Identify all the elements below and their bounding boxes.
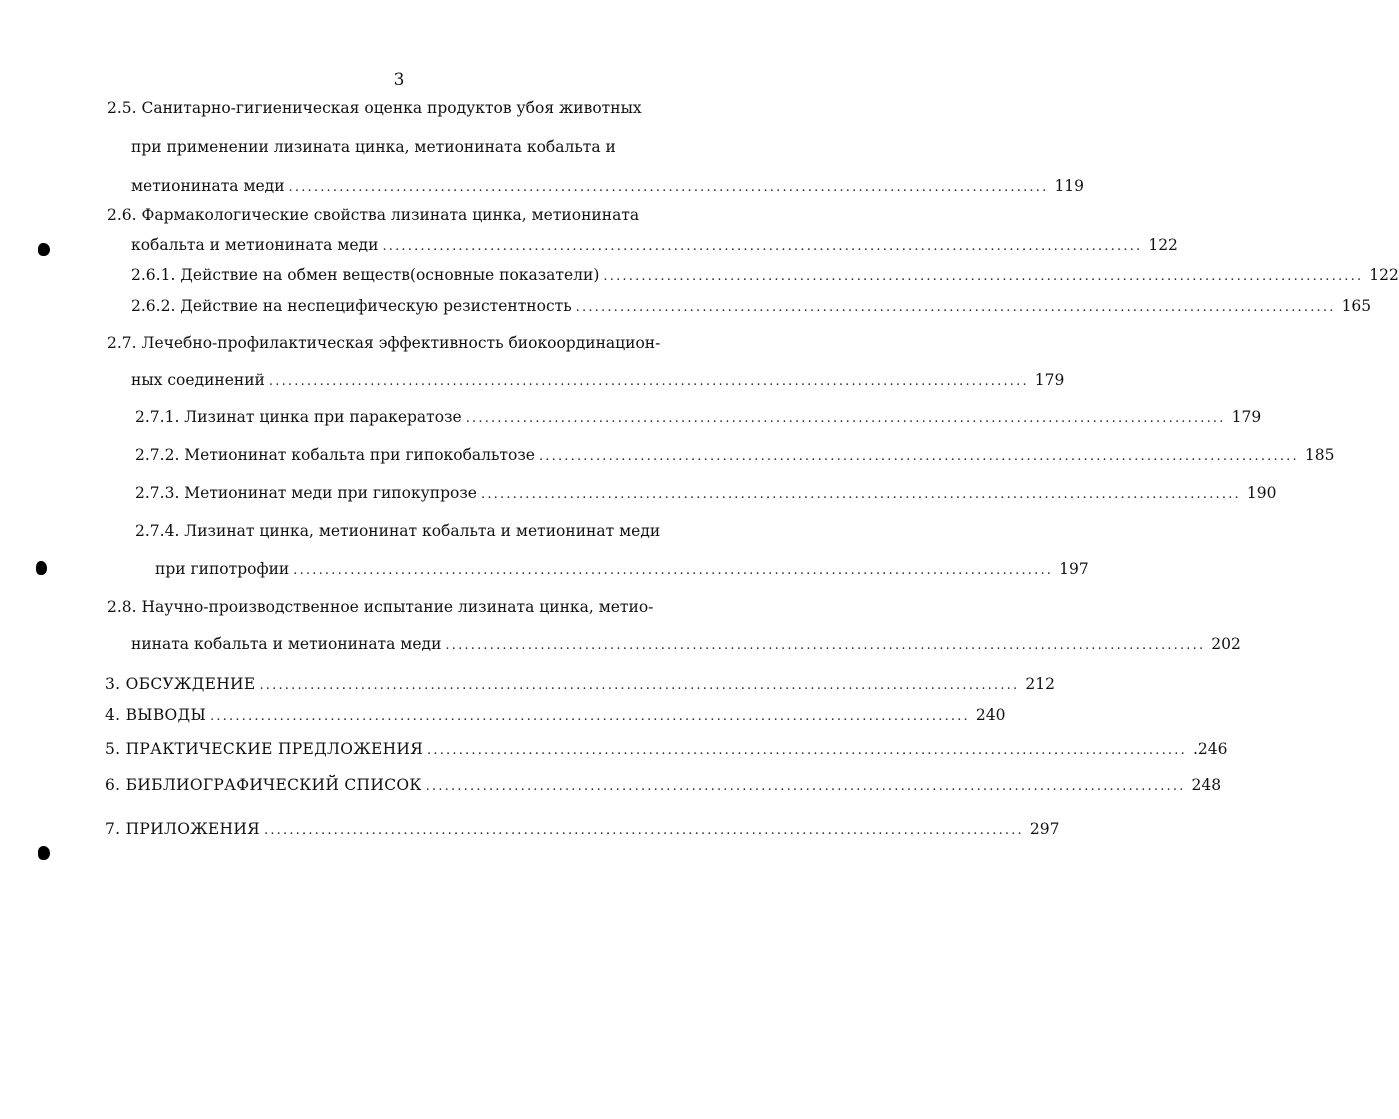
toc-line [135, 407, 1262, 429]
leader-dots: ........................................................................................................................ [425, 779, 1186, 794]
toc-text: нината кобальта и метионината меди [131, 635, 442, 653]
toc-text: 5. ПРАКТИЧЕСКИЕ ПРЕДЛОЖЕНИЯ [105, 740, 424, 758]
toc-text: при применении лизината цинка, метионината кобальта и [131, 138, 616, 156]
toc-text: при гипотрофии [155, 560, 290, 578]
toc-text: ных соединений [131, 371, 265, 389]
toc-text: 2.6.2. Действие на неспецифическую резистентность [131, 297, 572, 315]
toc-line [107, 98, 642, 118]
toc-page: 119 [1054, 177, 1085, 195]
binder-hole-mark [36, 561, 47, 575]
leader-dots: ........................................................................................................................ [293, 563, 1054, 578]
toc-text: кобальта и метионината меди [131, 236, 379, 254]
toc-page: 122 [1148, 236, 1178, 254]
toc-page: 179 [1034, 371, 1065, 389]
toc-text: 2.6.1. Действие на обмен веществ(основные показатели) [131, 266, 600, 284]
binder-hole-mark [38, 846, 50, 860]
toc-page: 165 [1341, 297, 1372, 315]
toc-line [105, 775, 1222, 797]
leader-dots: ........................................................................................................................ [445, 638, 1206, 653]
toc-line [155, 559, 1089, 581]
toc-text: 2.7.3. Метионинат меди при гипокупрозе [135, 484, 477, 502]
toc-line [105, 674, 1055, 696]
leader-dots: ........................................................................................................................ [210, 709, 970, 724]
toc-page: 122 [1369, 266, 1399, 284]
leader-dots: ........................................................................................................................ [538, 449, 1299, 464]
toc-line [131, 265, 1399, 287]
toc-line [131, 235, 1178, 257]
toc-page: 248 [1191, 776, 1222, 794]
page-number: 3 [393, 70, 405, 90]
toc-line [105, 819, 1060, 841]
toc-text: 2.7.4. Лизинат цинка, метионинат кобальта и метионинат меди [135, 522, 661, 540]
toc-text: 2.8. Научно-производственное испытание лизината цинка, метио- [107, 598, 654, 616]
toc-line [107, 333, 660, 353]
toc-page: 297 [1029, 820, 1060, 838]
toc-text: 7. ПРИЛОЖЕНИЯ [105, 820, 261, 838]
toc-text: 2.5. Санитарно-гигиеническая оценка продуктов убоя животных [107, 99, 642, 117]
toc-text: 2.7.2. Метионинат кобальта при гипокобальтозе [135, 446, 535, 464]
toc-page: 190 [1246, 484, 1277, 502]
toc-line [131, 176, 1085, 198]
leader-dots: ........................................................................................................................ [427, 743, 1187, 758]
toc-line [131, 634, 1241, 656]
leader-dots: ........................................................................................................................ [382, 239, 1143, 254]
toc-page: 185 [1304, 446, 1335, 464]
toc-page: 202 [1211, 635, 1241, 653]
toc-line [105, 739, 1228, 761]
toc-line [107, 597, 653, 617]
leader-dots: ........................................................................................................................ [575, 300, 1336, 315]
toc-line [105, 705, 1006, 727]
toc-text: 3. ОБСУЖДЕНИЕ [105, 675, 256, 693]
leader-dots: ........................................................................................................................ [465, 411, 1226, 426]
toc-page: 240 [975, 706, 1006, 724]
toc-line [107, 205, 639, 225]
toc-page: 179 [1231, 408, 1262, 426]
toc-page: 197 [1059, 560, 1089, 578]
toc-line [135, 483, 1277, 505]
leader-dots: ........................................................................................................................ [480, 487, 1241, 502]
toc-text: 2.7. Лечебно-профилактическая эффективность биокоординацион- [107, 334, 661, 352]
leader-dots: ........................................................................................................................ [268, 374, 1029, 389]
leader-dots: ........................................................................................................................ [259, 678, 1020, 693]
leader-dots: ........................................................................................................................ [603, 269, 1364, 284]
toc-text: 2.7.1. Лизинат цинка при паракератозе [135, 408, 462, 426]
binder-hole-mark [38, 243, 50, 256]
toc-line [135, 445, 1335, 467]
toc-line [131, 137, 616, 157]
toc-page: 212 [1025, 675, 1055, 693]
toc-line [131, 370, 1065, 392]
toc-page: .246 [1192, 740, 1228, 758]
leader-dots: ........................................................................................................................ [264, 823, 1024, 838]
toc-text: 4. ВЫВОДЫ [105, 706, 207, 724]
leader-dots: ........................................................................................................................ [288, 180, 1049, 195]
toc-text: 6. БИБЛИОГРАФИЧЕСКИЙ СПИСОК [105, 776, 422, 794]
toc-line [135, 521, 660, 541]
toc-line [131, 296, 1372, 318]
toc-text: метионината меди [131, 177, 285, 195]
toc-text: 2.6. Фармакологические свойства лизината цинка, метионината [107, 206, 640, 224]
